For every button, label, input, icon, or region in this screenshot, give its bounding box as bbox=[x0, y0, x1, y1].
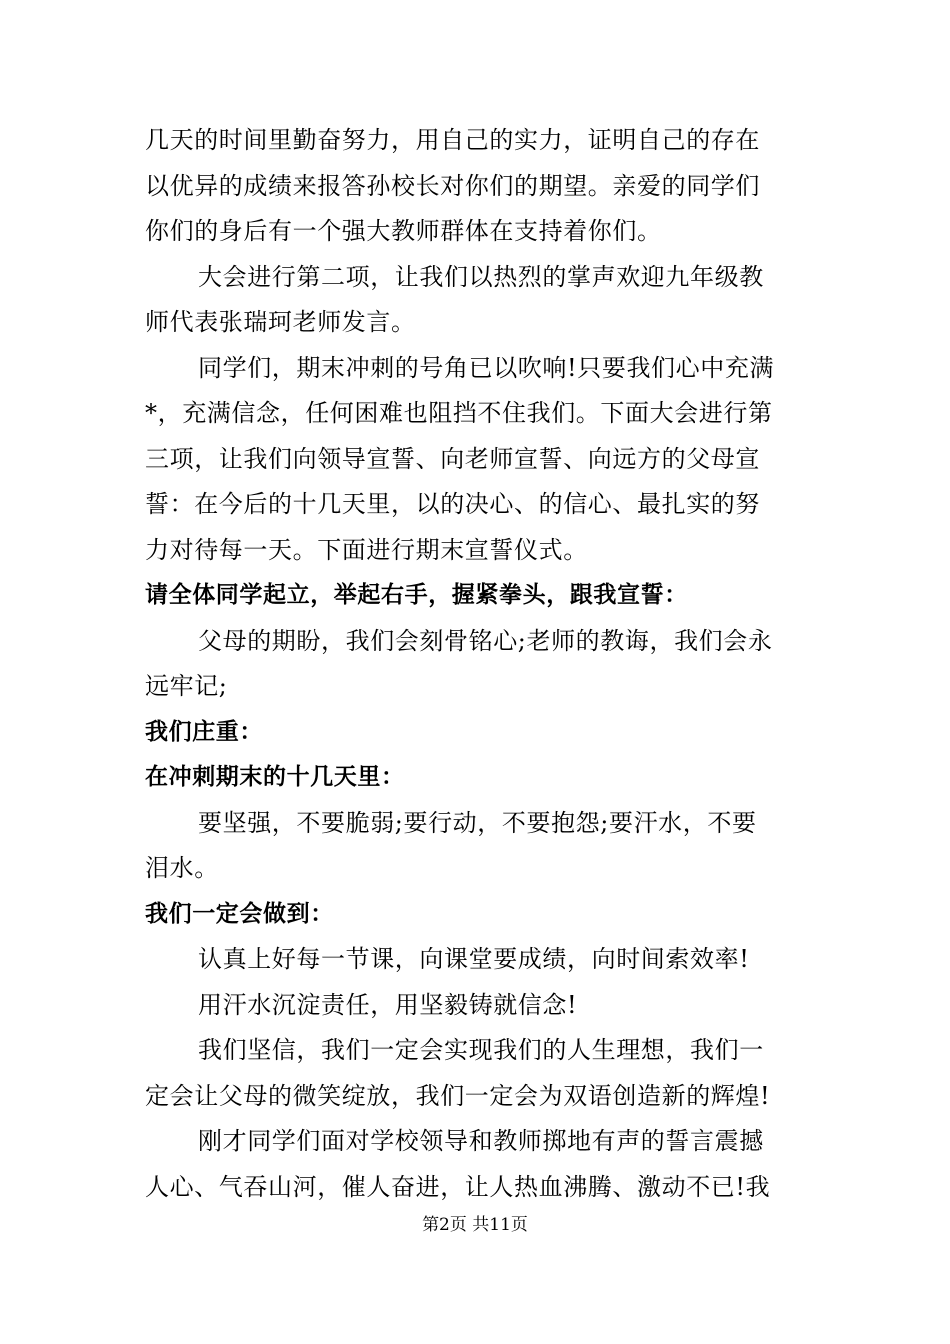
bold-text-line: 请全体同学起立，举起右手，握紧拳头，跟我宣誓： bbox=[145, 582, 688, 608]
text-line: 泪水。 bbox=[145, 854, 219, 882]
text-line: 人心、气吞山河，催人奋进，让人热血沸腾、激动不已!我 bbox=[145, 1172, 771, 1201]
text-line: 大会进行第二项，让我们以热烈的掌声欢迎九年级教 bbox=[198, 262, 764, 291]
text-line: 我们坚信，我们一定会实现我们的人生理想，我们一 bbox=[198, 1036, 764, 1064]
document-body bbox=[145, 118, 807, 1210]
text-line: 誓：在今后的十几天里，以的决心、的信心、最扎实的努 bbox=[145, 490, 760, 518]
page-footer: 第2页 共11页 bbox=[422, 1215, 528, 1235]
bold-text-line: 我们庄重： bbox=[145, 718, 263, 745]
text-line: 你们的身后有一个强大教师群体在支持着你们。 bbox=[145, 217, 662, 245]
text-line: 力对待每一天。下面进行期末宣誓仪式。 bbox=[145, 535, 588, 564]
text-line: 用汗水沉淀责任，用坚毅铸就信念! bbox=[198, 990, 578, 1019]
text-line: 要坚强，不要脆弱;要行动，不要抱怨;要汗水，不要 bbox=[198, 808, 757, 837]
text-line: *，充满信念，任何困难也阻挡不住我们。下面大会进行第 bbox=[145, 399, 773, 427]
text-line: 定会让父母的微笑绽放，我们一定会为双语创造新的辉煌! bbox=[145, 1081, 771, 1110]
text-line: 刚才同学们面对学校领导和教师掷地有声的誓言震撼 bbox=[198, 1127, 764, 1155]
text-line: 同学们，期末冲刺的号角已以吹响!只要我们心中充满 bbox=[198, 353, 775, 382]
text-line: 认真上好每一节课，向课堂要成绩，向时间索效率! bbox=[198, 945, 750, 973]
text-line: 远牢记; bbox=[145, 672, 228, 700]
text-line: 三项，让我们向领导宣誓、向老师宣誓、向远方的父母宣 bbox=[145, 444, 760, 473]
text-line: 师代表张瑞珂老师发言。 bbox=[145, 308, 416, 336]
bold-text-line: 我们一定会做到： bbox=[145, 900, 334, 927]
text-line: 父母的期盼，我们会刻骨铭心;老师的教诲，我们会永 bbox=[198, 626, 773, 655]
bold-text-line: 在冲刺期末的十几天里： bbox=[145, 764, 405, 790]
text-line: 几天的时间里勤奋努力，用自己的实力，证明自己的存在 bbox=[145, 126, 760, 154]
text-line: 以优异的成绩来报答孙校长对你们的期望。亲爱的同学们 bbox=[145, 171, 760, 200]
